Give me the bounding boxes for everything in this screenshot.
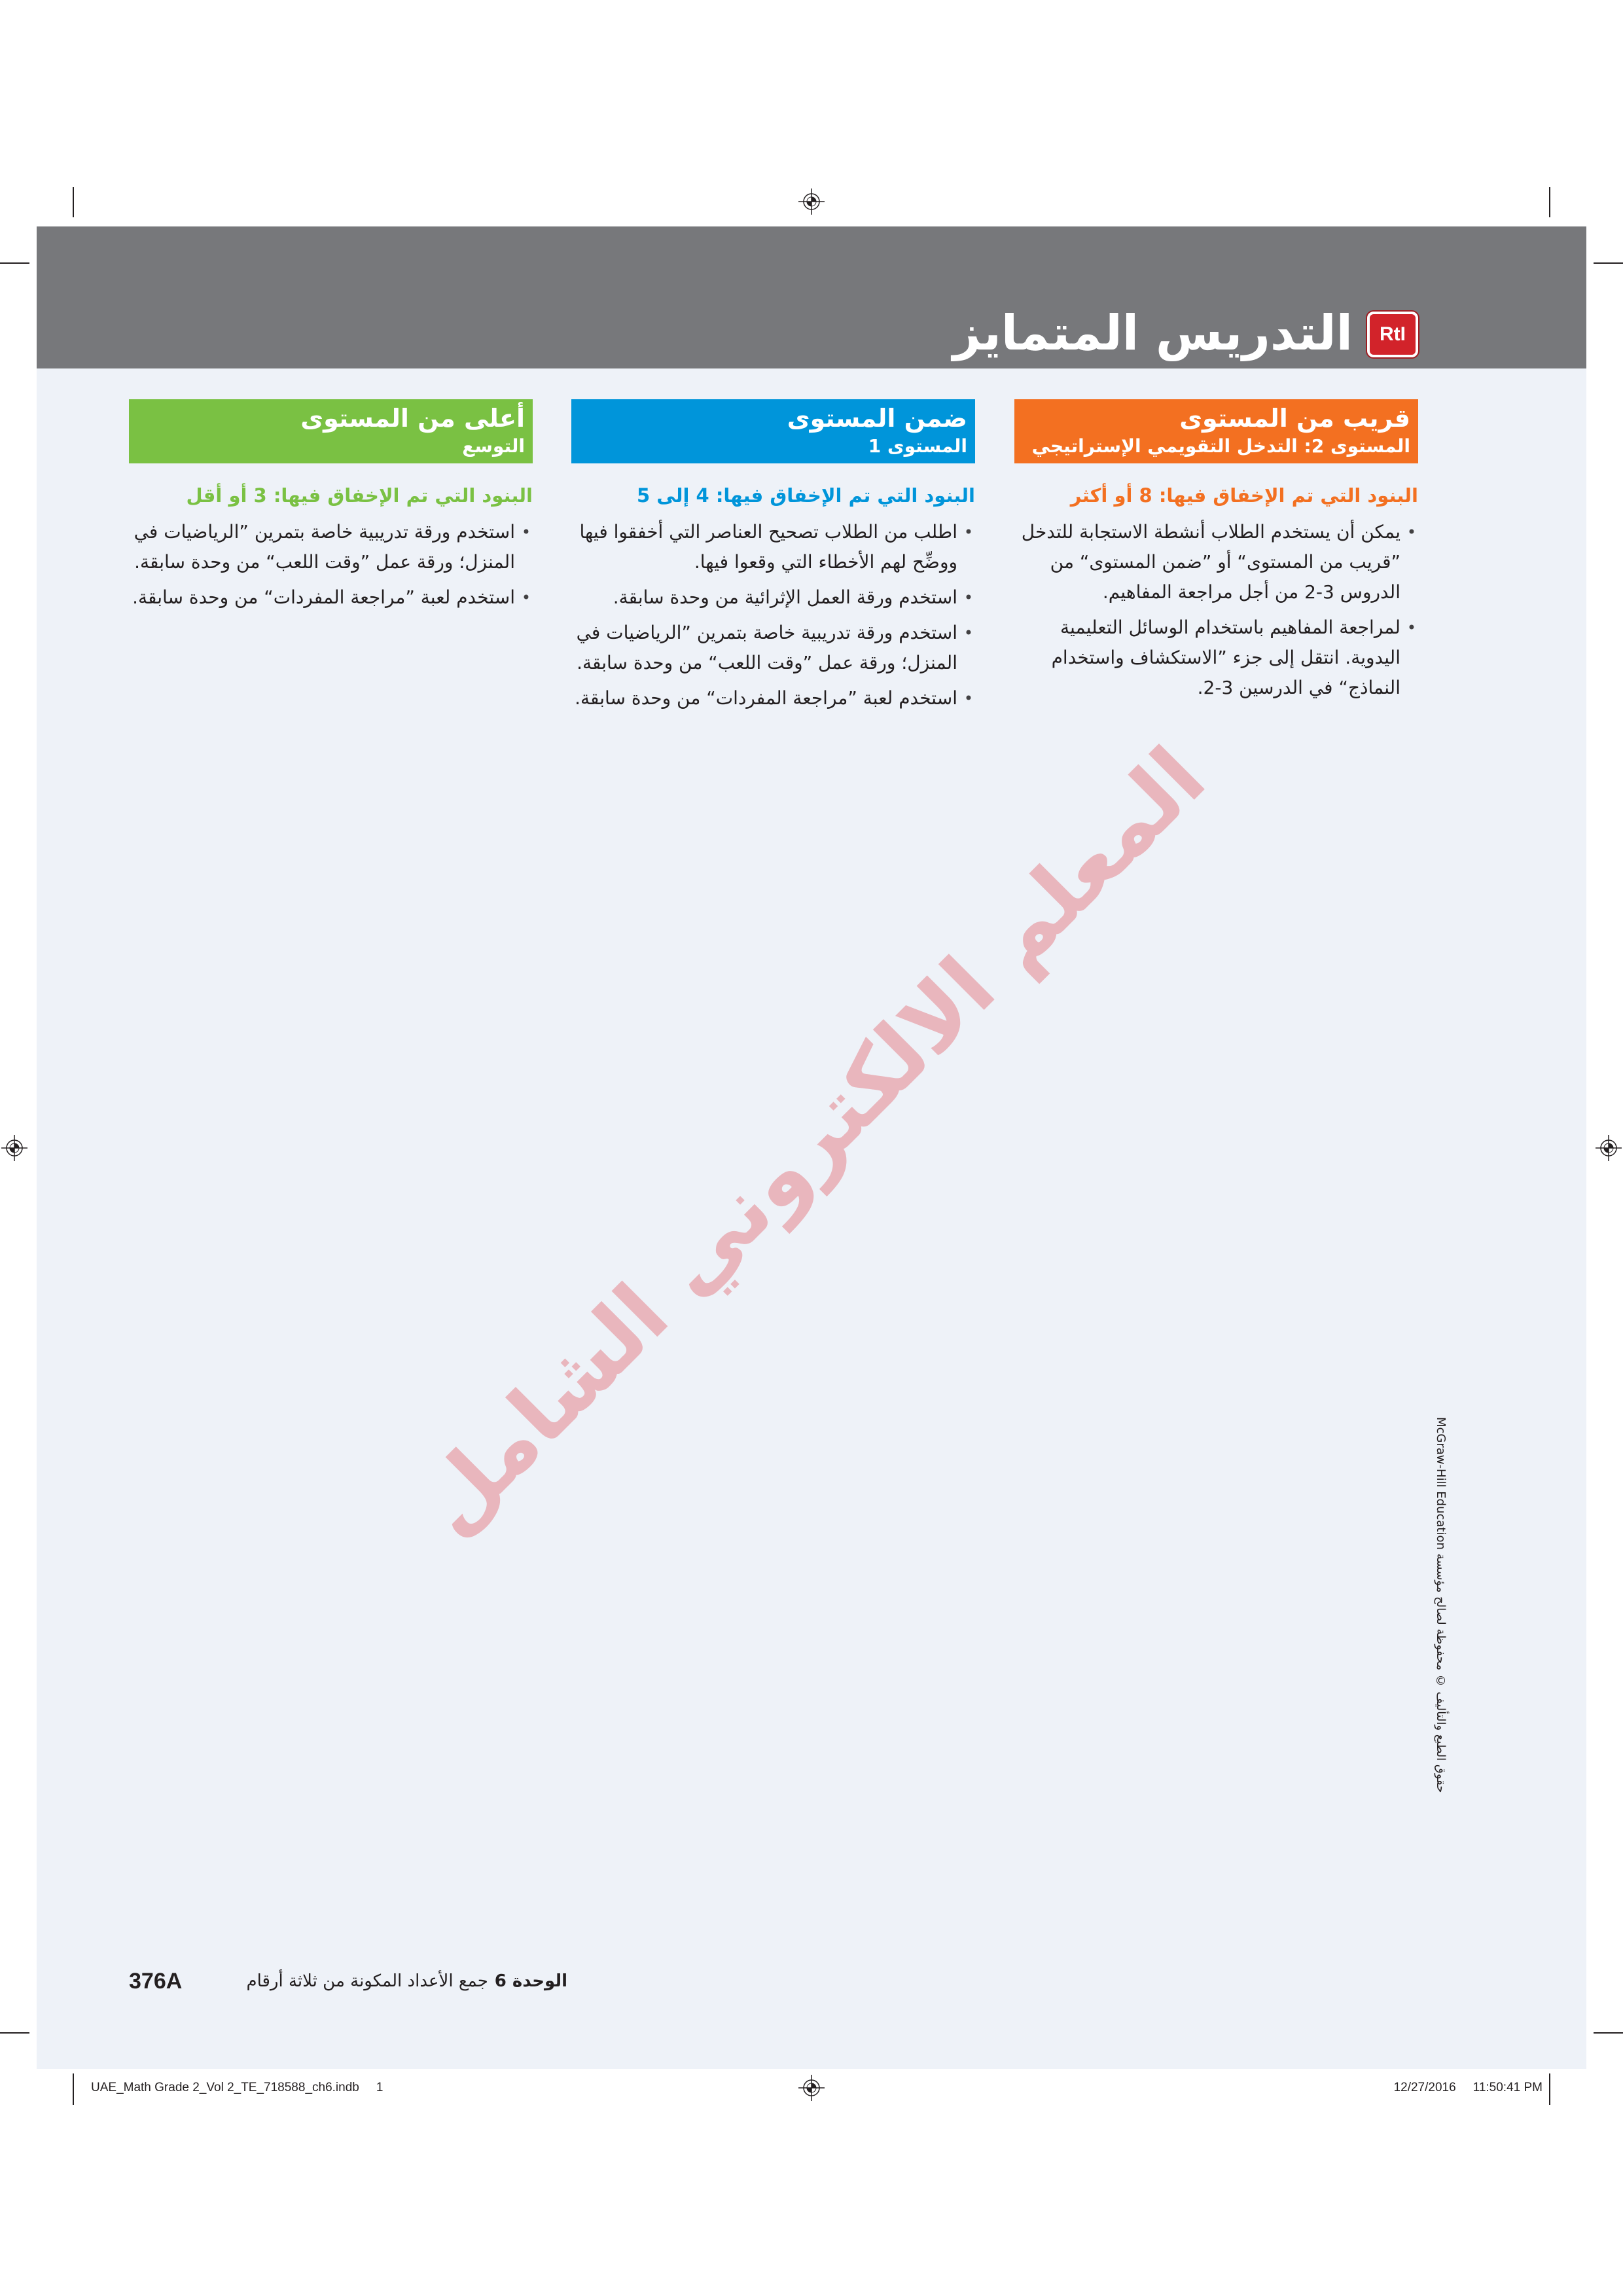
- column-approaching-level: [1014, 399, 1418, 708]
- copyright-notice: حقوق الطبع والتأليف © محفوظة لصالح مؤسسة McGraw-Hill Education: [1434, 1416, 1448, 1793]
- strategy-item: • استخدم ورقة تدريبية خاصة بتمرين ”الرياضيات في المنزل؛ ورقة عمل ”وقت اللعب“ من وحدة سابقة.: [129, 517, 533, 577]
- crop-mark: [1594, 262, 1623, 264]
- registration-mark-icon: [1596, 1135, 1622, 1161]
- slug-date: 12/27/2016: [1393, 2081, 1456, 2094]
- strategy-item: • استخدم ورقة تدريبية خاصة بتمرين ”الرياضيات في المنزل؛ ورقة عمل ”وقت اللعب“ من وحدة سابقة.: [571, 618, 975, 678]
- page-number: 376A: [129, 1969, 183, 1994]
- failed-items-criteria: البنود التي تم الإخفاق فيها: 8 أو أكثر: [1070, 484, 1418, 507]
- slug-file-name: UAE_Math Grade 2_Vol 2_TE_718588_ch6.indb: [91, 2081, 359, 2094]
- watermark: المعلم الالكتروني الشامل: [399, 728, 1224, 1554]
- slug-file-info: [91, 2080, 383, 2096]
- strategy-list: [571, 517, 975, 713]
- strategy-item: • لمراجعة المفاهيم باستخدام الوسائل التعليمية اليدوية. انتقل إلى جزء ”الاستكشاف واستخدام النماذج“ في الدرسين 3-2.: [1014, 613, 1418, 703]
- page-title: التدريس المتمايز: [952, 305, 1353, 361]
- crop-mark: [73, 187, 74, 217]
- registration-mark-icon: [798, 2075, 825, 2101]
- column-title: أعلى من المستوى: [300, 404, 525, 433]
- column-title: ضمن المستوى: [787, 404, 967, 433]
- column-on-level: [571, 399, 975, 719]
- crop-mark: [0, 2032, 29, 2034]
- slug-timestamp: [1394, 2080, 1543, 2096]
- registration-mark-icon: [798, 188, 825, 215]
- registration-mark-icon: [1, 1135, 27, 1161]
- crop-mark: [1549, 2073, 1550, 2105]
- column-title: قريب من المستوى: [1179, 404, 1410, 433]
- column-subtitle: المستوى 1: [868, 435, 967, 457]
- strategy-item: • استخدم لعبة ”مراجعة المفردات“ من وحدة سابقة.: [571, 683, 975, 713]
- crop-mark: [1594, 2032, 1623, 2034]
- strategy-item: • يمكن أن يستخدم الطلاب أنشطة الاستجابة للتدخل ”قريب من المستوى“ أو ”ضمن المستوى“ من الدروس 3-2 من أجل مراجعة المفاهيم.: [1014, 517, 1418, 607]
- crop-mark: [1549, 187, 1550, 217]
- column-header: [571, 399, 975, 463]
- slug-page: 1: [376, 2081, 383, 2094]
- strategy-item: • اطلب من الطلاب تصحيح العناصر التي أخفقوا فيها ووضِّح لهم الأخطاء التي وقعوا فيها.: [571, 517, 975, 577]
- failed-items-criteria: البنود التي تم الإخفاق فيها: 4 إلى 5: [636, 484, 975, 507]
- running-footer: [246, 1968, 567, 1994]
- header-band: [37, 226, 1586, 368]
- strategy-list: [129, 517, 533, 613]
- strategy-item: • استخدم ورقة العمل الإثرائية من وحدة سابقة.: [571, 583, 975, 613]
- unit-label: الوحدة 6: [494, 1971, 567, 1991]
- column-subtitle: المستوى 2: التدخل التقويمي الإستراتيجي: [1031, 435, 1410, 457]
- column-beyond-level: [129, 399, 533, 618]
- chapter-title: جمع الأعداد المكونة من ثلاثة أرقام: [246, 1971, 488, 1991]
- failed-items-criteria: البنود التي تم الإخفاق فيها: 3 أو أقل: [186, 484, 533, 507]
- crop-mark: [73, 2073, 74, 2105]
- column-subtitle: التوسع: [462, 435, 525, 457]
- column-header: [1014, 399, 1418, 463]
- slug-time: 11:50:41 PM: [1472, 2081, 1543, 2094]
- rti-badge-icon: RtI: [1367, 312, 1418, 357]
- crop-mark: [0, 262, 29, 264]
- strategy-item: • استخدم لعبة ”مراجعة المفردات“ من وحدة سابقة.: [129, 583, 533, 613]
- column-header: [129, 399, 533, 463]
- strategy-list: [1014, 517, 1418, 703]
